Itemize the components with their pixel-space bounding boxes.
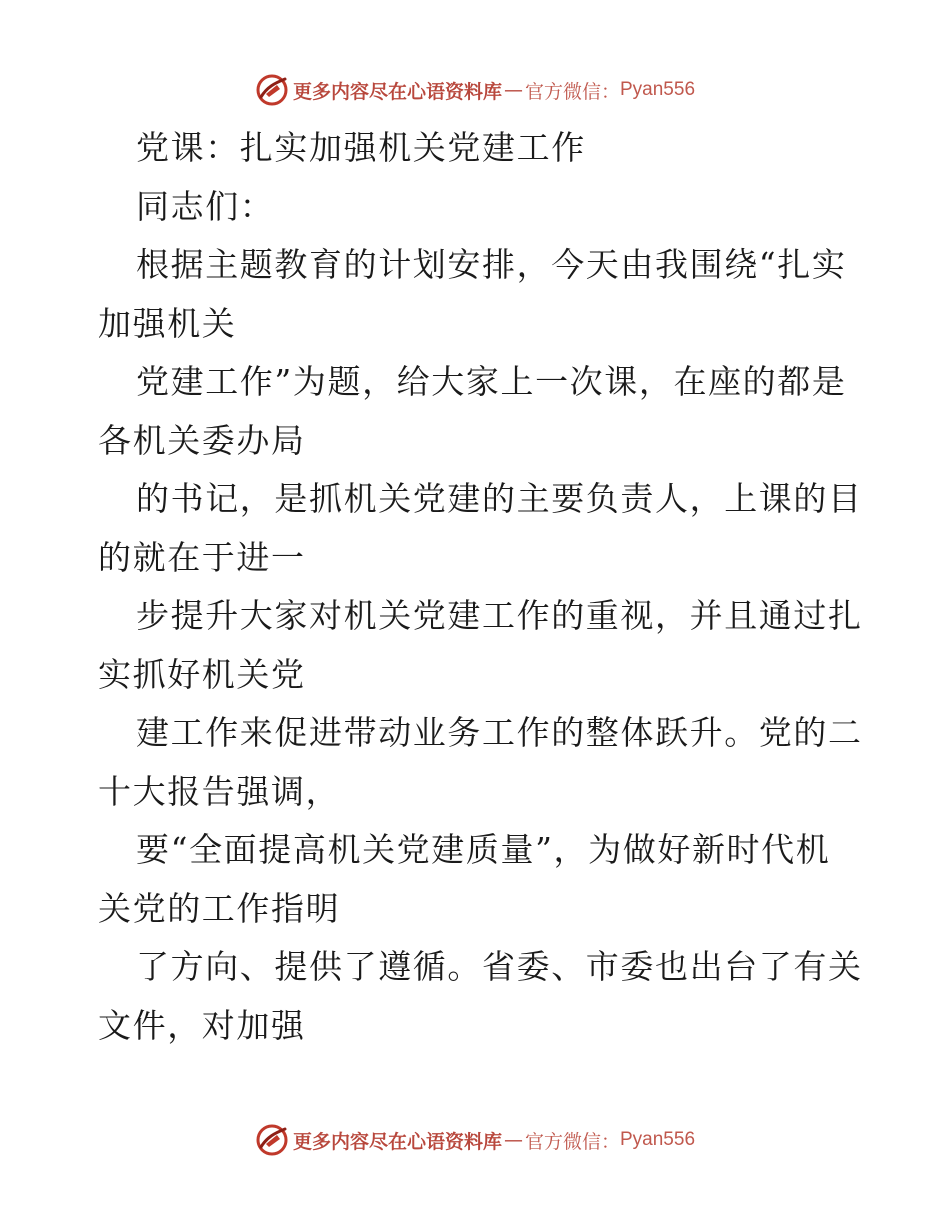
watermark-text: 更多内容尽在心语资料库 (292, 1130, 502, 1153)
text-line: 各机关委办局 (98, 420, 306, 460)
footer-watermark (0, 1120, 950, 1160)
text-line: 文件，对加强 (98, 1005, 306, 1045)
text-line: 加强机关 (98, 303, 237, 343)
seal-logo-icon (255, 73, 289, 107)
watermark-label: 官方微信： (524, 1130, 620, 1153)
watermark-id: Pyan556 (620, 79, 696, 100)
text-line: 步提升大家对机关党建工作的重视，并且通过扎 (136, 596, 863, 635)
watermark-label: 官方微信： (524, 80, 620, 103)
watermark-id: Pyan556 (620, 1129, 696, 1150)
document-title: 党课：扎实加强机关党建工作 (136, 128, 586, 167)
text-line: 的就在于进一 (98, 537, 306, 577)
text-line: 的书记，是抓机关党建的主要负责人，上课的目 (136, 479, 863, 518)
text-line: 建工作来促进带动业务工作的整体跃升。党的二 (136, 713, 863, 752)
watermark-text: 更多内容尽在心语资料库 (292, 80, 502, 103)
text-line: 了方向、提供了遵循。省委、市委也出台了有关 (136, 947, 863, 986)
document-body (98, 119, 863, 1055)
salutation: 同志们： (136, 186, 275, 226)
watermark-dash: — (503, 1129, 523, 1151)
text-line: 十大报告强调， (98, 771, 341, 811)
watermark-dash: — (503, 79, 523, 101)
text-line: 实抓好机关党 (98, 654, 306, 694)
text-line: 关党的工作指明 (98, 888, 341, 928)
header-watermark (0, 70, 950, 110)
text-line: 根据主题教育的计划安排，今天由我围绕“扎实 (136, 245, 847, 284)
text-line: 要“全面提高机关党建质量”，为做好新时代机 (136, 830, 831, 869)
text-line: 党建工作”为题，给大家上一次课，在座的都是 (136, 362, 847, 401)
seal-logo-icon (255, 1123, 289, 1157)
